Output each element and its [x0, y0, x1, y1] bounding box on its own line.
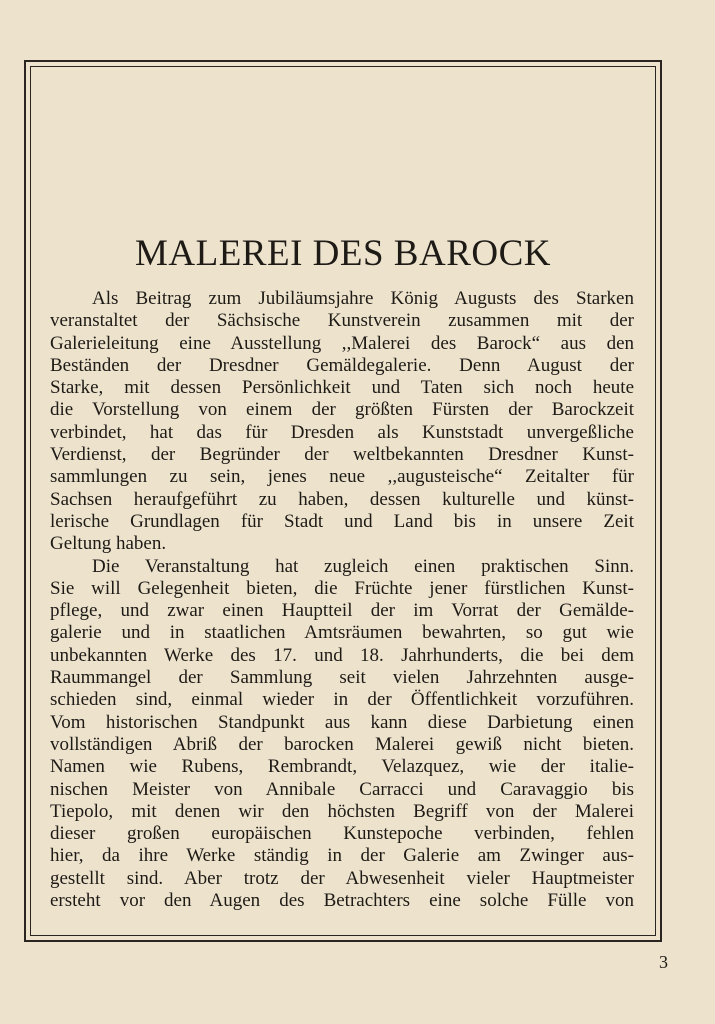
text-line: unbekannten Werke des 17. und 18. Jahrhunderts, die bei dem	[50, 644, 634, 666]
text-line: Namen wie Rubens, Rembrandt, Velazquez, wie der italie-	[50, 756, 634, 778]
page-title: MALEREI DES BAROCK	[134, 233, 552, 274]
text-line: Raummangel der Sammlung seit vielen Jahrzehnten ausge-	[50, 667, 634, 689]
text-line: Galerieleitung eine Ausstellung ,,Malerei des Barock“ aus den	[50, 332, 634, 354]
body-text	[50, 288, 634, 912]
text-line: Geltung haben.	[50, 533, 167, 555]
text-line: hier, da ihre Werke ständig in der Galerie am Zwinger aus-	[50, 845, 634, 867]
text-line: galerie und in staatlichen Amtsräumen bewahrten, so gut wie	[50, 622, 634, 644]
text-line: schieden sind, einmal wieder in der Öffentlichkeit vorzuführen.	[50, 689, 634, 711]
text-line: Tiepolo, mit denen wir den höchsten Begriff von der Malerei	[50, 800, 634, 822]
text-line: veranstaltet der Sächsische Kunstverein zusammen mit der	[50, 310, 634, 332]
text-line: Verdienst, der Begründer der weltbekannten Dresdner Kunst-	[50, 444, 634, 466]
text-line: dieser großen europäischen Kunstepoche verbinden, fehlen	[50, 823, 634, 845]
text-line: nischen Meister von Annibale Carracci und Caravaggio bis	[50, 778, 634, 800]
text-line: ersteht vor den Augen des Betrachters eine solche Fülle von	[50, 890, 634, 912]
text-line: Sie will Gelegenheit bieten, die Früchte jener fürstlichen Kunst-	[50, 577, 634, 599]
text-line: sammlungen zu sein, jenes neue ,,augusteische“ Zeitalter für	[50, 466, 634, 488]
page-number: 3	[659, 952, 668, 972]
text-line: pflege, und zwar einen Hauptteil der im Vorrat der Gemälde-	[50, 600, 634, 622]
text-line: Beständen der Dresdner Gemäldegalerie. Denn August der	[50, 354, 634, 376]
text-line: Die Veranstaltung hat zugleich einen praktischen Sinn.	[92, 555, 634, 577]
text-line: die Vorstellung von einem der größten Fürsten der Barockzeit	[50, 399, 634, 421]
text-line: Sachsen heraufgeführt zu haben, dessen kulturelle und künst-	[50, 488, 634, 510]
text-line: Starke, mit dessen Persönlichkeit und Taten sich noch heute	[50, 377, 634, 399]
text-line: gestellt sind. Aber trotz der Abwesenheit vieler Hauptmeister	[50, 867, 634, 889]
text-line: lerische Grundlagen für Stadt und Land bis in unsere Zeit	[50, 510, 634, 532]
text-line: Als Beitrag zum Jubiläumsjahre König Augusts des Starken	[92, 288, 634, 309]
text-line: vollständigen Abriß der barocken Malerei gewiß nicht bieten.	[50, 733, 634, 755]
text-line: verbindet, hat das für Dresden als Kunststadt unvergeßliche	[50, 421, 634, 443]
text-line: Vom historischen Standpunkt aus kann diese Darbietung einen	[50, 711, 634, 733]
